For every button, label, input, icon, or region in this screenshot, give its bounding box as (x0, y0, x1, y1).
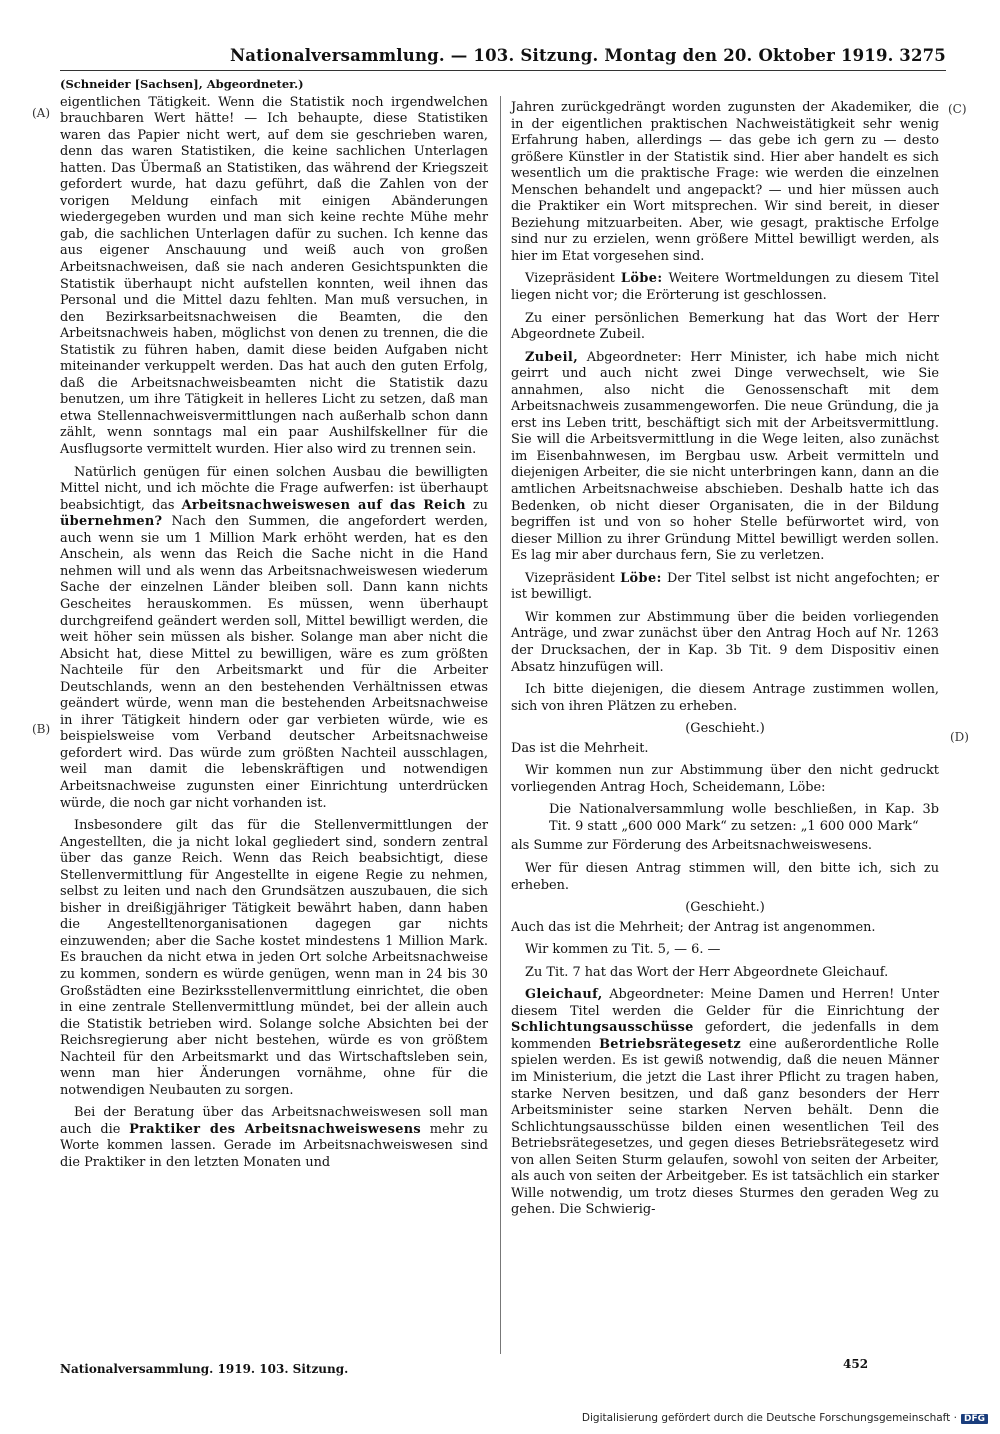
text-run: eine außerordentliche Rolle spielen werden. Es ist gewiß notwendig, daß die neuen Männer im Ministerium, die jetzt die Last ihrer Pflicht zu tragen haben, starke Nerven besitzen, und daß ganz besonders der Herr Arbeitsminister seine starken Nerven behält. Denn die Schlichtungsausschüsse bilden einen wesentlichen Teil des Betriebsrätegesetzes, und gegen dieses Betriebsrätegesetz wird von allen Seiten Sturm gelaufen, sowohl von seiten der Arbeiter, als auch von seiten der Arbeitgeber. Es ist tatsächlich ein starker Wille notwendig, um trotz dieses Sturmes den geraden Weg zu gehen. Die Schwierig- (511, 1036, 939, 1218)
text-run: Weitere Wortmeldungen zu diesem Titel liegen nicht vor; die Erörterung ist geschlossen. (511, 271, 939, 304)
emphasis: übernehmen? (60, 514, 163, 530)
text-run: Der Titel selbst ist nicht angefochten; er ist bewilligt. (511, 570, 939, 603)
speaker-name: Löbe: (620, 271, 663, 287)
speaker-note: (Schneider [Sachsen], Abgeordneter.) (60, 77, 304, 91)
text-run: Vizepräsident (525, 271, 621, 287)
paragraph: Auch das ist die Mehrheit; der Antrag ist angenommen. (511, 919, 876, 935)
paragraph: Wir kommen nun zur Abstimmung über den nicht gedruckt vorliegenden Antrag Hoch, Scheidemann, Löbe: (511, 763, 939, 795)
text-run: Abgeordneter: Meine Damen und Herren! Unter diesem Titel werden die Gelder für die Einrichtung der (511, 987, 939, 1019)
left-column (60, 76, 488, 1178)
header-rule (60, 70, 946, 71)
paragraph: Jahren zurückgedrängt worden zugunsten der Akademiker, die in der eigentlichen praktischen Nachweistätigkeit sehr wenig Erfahrung haben, allerdings — das gebe ich gern zu — desto größere Künstler in der Statistik sind. Hier aber handelt es sich wesentlich um die praktische Frage: wie werden die einzelnen Menschen behandelt und angepackt? — und hier müssen auch die Praktiker ein Wort mitsprechen. Wir sind bereit, in dieser Beziehung mitzuarbeiten. Aber, wie gesagt, praktische Erfolge sind nur zu erzielen, wenn größere Mittel bewilligt werden, als hier im Etat vorgesehen sind. (511, 100, 939, 264)
paragraph: Zu einer persönlichen Bemerkung hat das Wort der Herr Abgeordnete Zubeil. (511, 310, 939, 343)
speaker-name: Löbe: (620, 570, 662, 586)
stage-direction: (Geschieht.) (685, 721, 765, 737)
resolution-text: Die Nationalversammlung wolle beschließen, in Kap. 3b Tit. 9 statt „600 000 Mark“ zu setzen: „1 600 000 Mark“ (549, 802, 939, 834)
paragraph: Zu Tit. 7 hat das Wort der Herr Abgeordnete Gleichauf. (525, 964, 889, 980)
vice-president-remark (511, 271, 939, 304)
page-number: 3275 (899, 46, 946, 65)
paragraph: Wer für diesen Antrag stimmen will, den bitte ich, sich zu erheben. (511, 860, 939, 893)
text-run: mehr zu Worte kommen lassen. Gerade im Arbeitsnachweiswesen sind die Praktiker in den letzten Monaten und (60, 1121, 488, 1170)
text-run: Nach den Summen, die angefordert werden, auch wenn sie um 1 Million Mark erhöht werden, hat es den Anschein, als wenn das Reich die Sache nicht in die Hand nehmen will und als wenn das Arbeitsnachweiswesen wiederum Sache der einzelnen Länder bleiben soll. Dann kann nichts Gescheites herauskommen. Es müssen, wenn überhaupt durchgreifend geändert werden soll, Mittel bewilligt werden, die weit höher sein müssen als bisher. Solange man aber nicht die Absicht hat, diese Mittel zu bewilligen, wäre es zum größten Nachteile für den Arbeitsmarkt und für die Arbeiter Deutschlands, wenn an den bestehenden Verhältnissen etwas geändert würde, wenn man die bestehenden Arbeitsnachweise in ihrer Tätigkeit hindern oder gar verbieten würde, wie es beispielsweise vom Verband deutscher Arbeitsnachweise gefordert wird. Das würde zum größten Nachteil ausschlagen, weil man damit die lebenskräftigen und notwendigen Arbeitsnachweise zugunsten einer Einrichtung unterdrücken würde, die noch gar nicht vorhanden ist. (60, 514, 488, 811)
credit-text: Digitalisierung gefördert durch die Deutsche Forschungsgemeinschaft · (581, 1412, 957, 1424)
paragraph: Das ist die Mehrheit. (511, 740, 649, 756)
paragraph (60, 465, 488, 812)
speech (511, 350, 939, 565)
text-run: Abgeordneter: Herr Minister, ich habe mich nicht geirrt und auch nicht zwei Dinge verwechselt, wie Sie annahmen, also nicht die Genossenschaft mit dem Arbeitsnachweis zusammengeworfen. Die neue Gründung, die ja erst ins Leben tritt, beschäftigt sich mit der Arbeitsvermittlung. Sie will die Arbeitsvermittlung in die Wege leiten, also zunächst im Eisenbahnwesen, im Bergbau usw. Arbeit vermitteln und diejenigen Arbeiter, die sie nicht unterbringen kann, dann an die amtlichen Arbeitsnachweise abschieben. Deshalb hatte ich das Bedenken, ob nicht dieser Organisaten, die in der Bildung begriffen ist und von so hoher Stelle befürwortet wird, von dieser Million zu ihrer Gründung Mittel bewilligt werden sollen. Es lag mir aber durchaus fern, Sie zu verletzen. (511, 349, 939, 564)
emphasis: Betriebsrätegesetz (599, 1036, 741, 1052)
emphasis: Schlichtungsausschüsse (511, 1020, 694, 1036)
page-header (60, 46, 946, 72)
margin-mark-b: (B) (32, 722, 51, 736)
paragraph: eigentlichen Tätigkeit. Wenn die Statistik noch irgendwelchen brauchbaren Wert hätte! — Ich behaupte, diese Statistiken waren das Papier nicht wert, auf dem sie geschrieben waren, denn das waren Statistiken, die keine sachlichen Unterlagen hatten. Das Übermaß an Statistiken, das während der Kriegszeit gefordert wurde, hat dazu geführt, daß die Zahlen von der vorigen Meldung einfach mit einigen Abänderungen wiedergegeben wurden und man sich keine rechte Mühe mehr gab, die sachlichen Unterlagen dafür zu suchen. Ich kenne das aus eigener Anschauung und weiß auch von großen Arbeitsnachweisen, daß sie nach anderen Gesichtspunkten die Statistik überhaupt nicht aufstellen konnten, weil ihnen das Personal und die Mittel dazu fehlten. Man muß versuchen, in den Bezirksarbeitsnachweisen die Beamten, die den Arbeitsnachweis haben, möglichst von denen zu trennen, die die Statistik zu führen haben, damit diese beiden Aufgaben nicht miteinander verkuppelt werden. Das hat auch den guten Erfolg, daß die Arbeitsnachweisbeamten nicht die Statistik dazu benutzen, um ihre Tätigkeit in helleres Licht zu setzen, daß man etwa Stellennachweisvermittlungen nach außerhalb schon dann zählt, wenn sonntags mal ein paar Aushilfskellner für die Ausflugsorte vermittelt wurden. Hier also wird zu trennen sein. (60, 94, 488, 458)
column-divider (500, 96, 501, 1354)
footer-signature: Nationalversammlung. 1919. 103. Sitzung. (60, 1362, 349, 1376)
sheet-number: 452 (843, 1357, 869, 1371)
margin-mark-c: (C) (948, 102, 967, 116)
page-header-title: Nationalversammlung. — 103. Sitzung. Montag den 20. Oktober 1919. (230, 46, 894, 65)
emphasis: Praktiker des Arbeitsnachweiswesens (129, 1121, 421, 1137)
speech (511, 987, 939, 1219)
dfg-logo: DFG (961, 1414, 988, 1424)
paragraph: Ich bitte diejenigen, die diesem Antrage zustimmen wollen, sich von ihren Plätzen zu erheben. (511, 682, 939, 714)
emphasis: Arbeitsnachweiswesen auf das Reich (181, 497, 466, 513)
margin-mark-a: (A) (32, 106, 51, 120)
paragraph: als Summe zur Förderung des Arbeitsnachweiswesens. (511, 838, 873, 854)
right-column (511, 100, 939, 1225)
paragraph: Insbesondere gilt das für die Stellenvermittlungen der Angestellten, die ja nicht lokal gegliedert sind, sondern zentral über das ganze Reich. Wenn das Reich beabsichtigt, diese Stellenvermittlung für Angestellte in eigene Regie zu nehmen, selbst zu leiten und nach den Grundsätzen auszubauen, die sich bisher in dreißigjähriger Tätigkeit bewährt haben, dann haben die Angestelltenorganisationen dagegen gar nichts einzuwenden; aber die Sache kostet mindestens 1 Million Mark. Es brauchen da nicht etwa in jeden Ort solche Arbeitsnachweise zu kommen, sondern es würde genügen, wenn man in 24 bis 30 Großstädten eine Bezirksstellenvermittlung einrichtet, die oben in eine zentrale Stellenvermittlung mündet, bei der allein auch die Statistik betrieben wird. Solange solche Absichten bei der Reichsregierung aber nicht bestehen, würde es von größtem Nachteil für den Arbeitsmarkt und das Wirtschaftsleben sein, wenn man hier Änderungen vornähme, ohne für die notwendigen Neubauten zu sorgen. (60, 818, 488, 1098)
speaker-name: Gleichauf, (525, 987, 603, 1003)
text-run: zu (465, 497, 488, 513)
paragraph (60, 1105, 488, 1171)
text-run: Bei der Beratung über das Arbeitsnachweiswesen soll man auch die (60, 1105, 488, 1137)
paragraph: Wir kommen zur Abstimmung über die beiden vorliegenden Anträge, und zwar zunächst über den Antrag Hoch auf Nr. 1263 der Drucksachen, der in Kap. 3b Tit. 9 dem Dispositiv einen Absatz hinzufügen will. (511, 609, 939, 675)
text-run: gefordert, die jedenfalls in dem kommenden (511, 1020, 939, 1052)
paragraph: Wir kommen zu Tit. 5, — 6. — (525, 942, 721, 958)
text-run: Vizepräsident (525, 570, 621, 586)
vice-president-remark (511, 571, 939, 604)
margin-mark-d: (D) (950, 730, 969, 744)
text-run: Natürlich genügen für einen solchen Ausbau die bewilligten Mittel nicht, und ich möchte die Frage aufwerfen: ist überhaupt beabsichtigt, das (60, 464, 488, 513)
speaker-name: Zubeil, (525, 349, 579, 365)
digitization-credit (582, 1412, 988, 1424)
stage-direction: (Geschieht.) (685, 900, 765, 916)
